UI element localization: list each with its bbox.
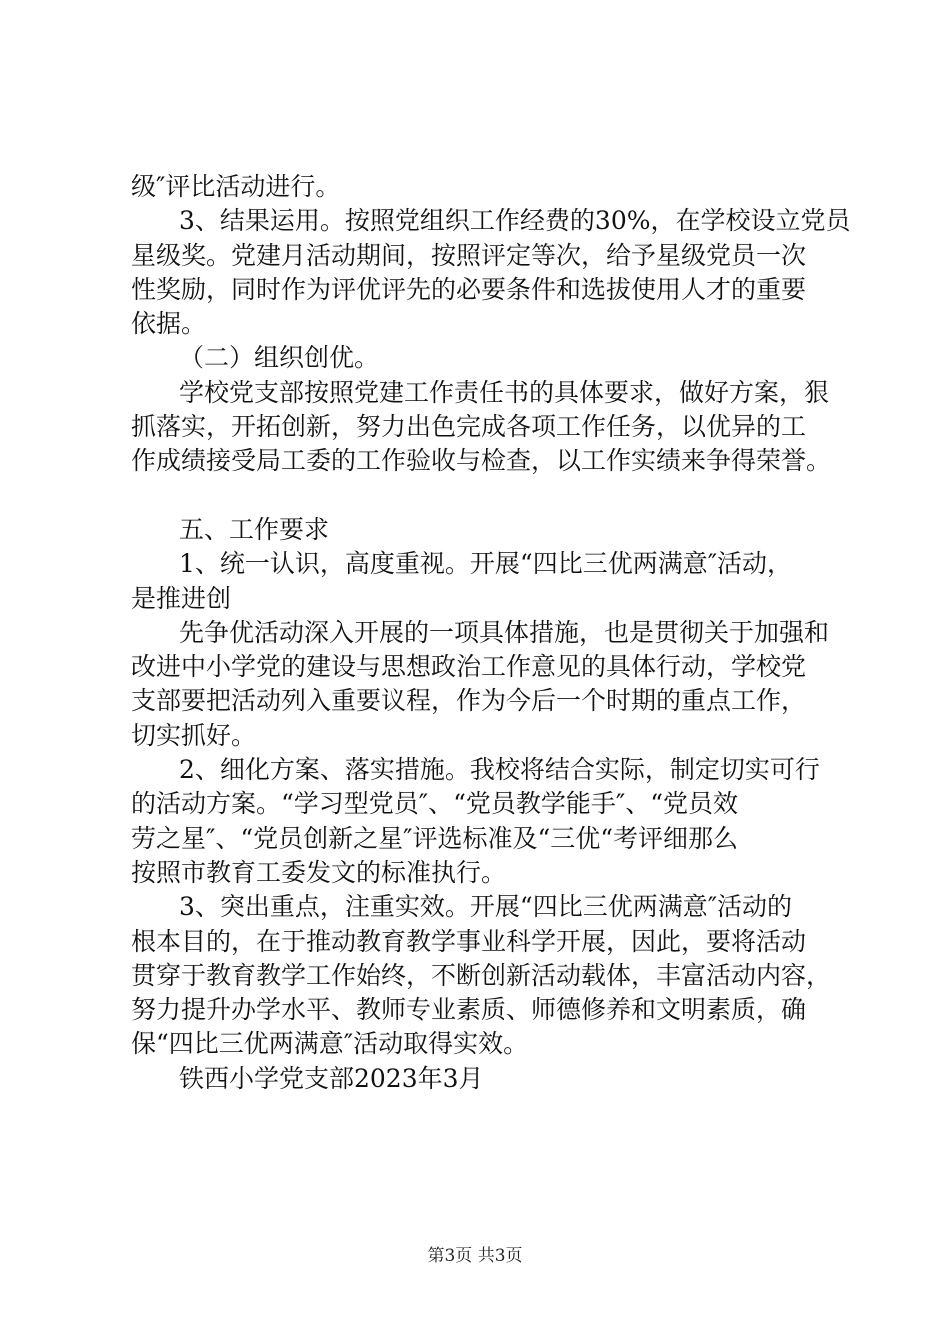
text-line: 作成绩接受局工委的工作验收与检查，以工作实绩来争得荣誉。 <box>131 446 832 476</box>
text-line: 贯穿于教育教学工作始终，不断创新活动载体，丰富活动内容， <box>131 960 832 990</box>
section-heading: （二）组织创优。 <box>179 343 380 373</box>
text-line: 2、细化方案、落实措施。我校将结合实际，制定切实可行 <box>179 755 820 785</box>
page-footer <box>0 1244 950 1268</box>
text-line: 3、结果运用。按照党组织工作经费的30%，在学校设立党员 <box>179 206 851 236</box>
section-heading: 五、工作要求 <box>179 514 330 544</box>
text-line: 级″评比活动进行。 <box>131 172 341 201</box>
text-line: 星级奖。党建月活动期间，按照评定等次，给予星级党员一次 <box>131 240 807 270</box>
text-line: 按照市教育工委发文的标准执行。 <box>131 857 507 887</box>
text-line: 3、突出重点，注重实效。开展“四比三优两满意″活动的 <box>179 892 793 922</box>
text-line: 切实抓好。 <box>131 720 257 750</box>
paragraph-gap <box>131 479 841 513</box>
text-line: 先争优活动深入开展的一项具体措施，也是贯彻关于加强和 <box>179 617 830 647</box>
text-line: 改进中小学党的建设与思想政治工作意见的具体行动，学校党 <box>131 652 807 682</box>
text-line: 1、统一认识，高度重视。开展“四比三优两满意″活动， <box>179 549 793 579</box>
text-line: 是推进创 <box>131 583 232 613</box>
text-line: 依据。 <box>131 309 207 339</box>
text-line: 支部要把活动列入重要议程，作为今后一个时期的重点工作， <box>131 686 807 716</box>
text-line: 根本目的，在于推动教育教学事业科学开展，因此，要将活动 <box>131 926 807 956</box>
document-body <box>131 170 851 1096</box>
text-line: 性奖励，同时作为评优评先的必要条件和选拔使用人才的重要 <box>131 274 807 304</box>
text-line: 的活动方案。“学习型党员″、“党员教学能手″、“党员效 <box>131 789 739 819</box>
page-number: 第3页 共3页 <box>427 1246 523 1266</box>
text-line: 保“四比三优两满意″活动取得实效。 <box>131 1029 529 1059</box>
text-line: 学校党支部按照党建工作责任书的具体要求，做好方案，狠 <box>179 377 830 407</box>
text-line: 劳之星″、“党员创新之星″评选标准及“三优“考评细那么 <box>131 823 739 853</box>
signature-line: 铁西小学党支部2023年3月 <box>179 1063 484 1093</box>
text-line: 抓落实，开拓创新，努力出色完成各项工作任务，以优异的工 <box>131 412 807 442</box>
text-line: 努力提升办学水平、教师专业素质、师德修养和文明素质，确 <box>131 995 807 1025</box>
